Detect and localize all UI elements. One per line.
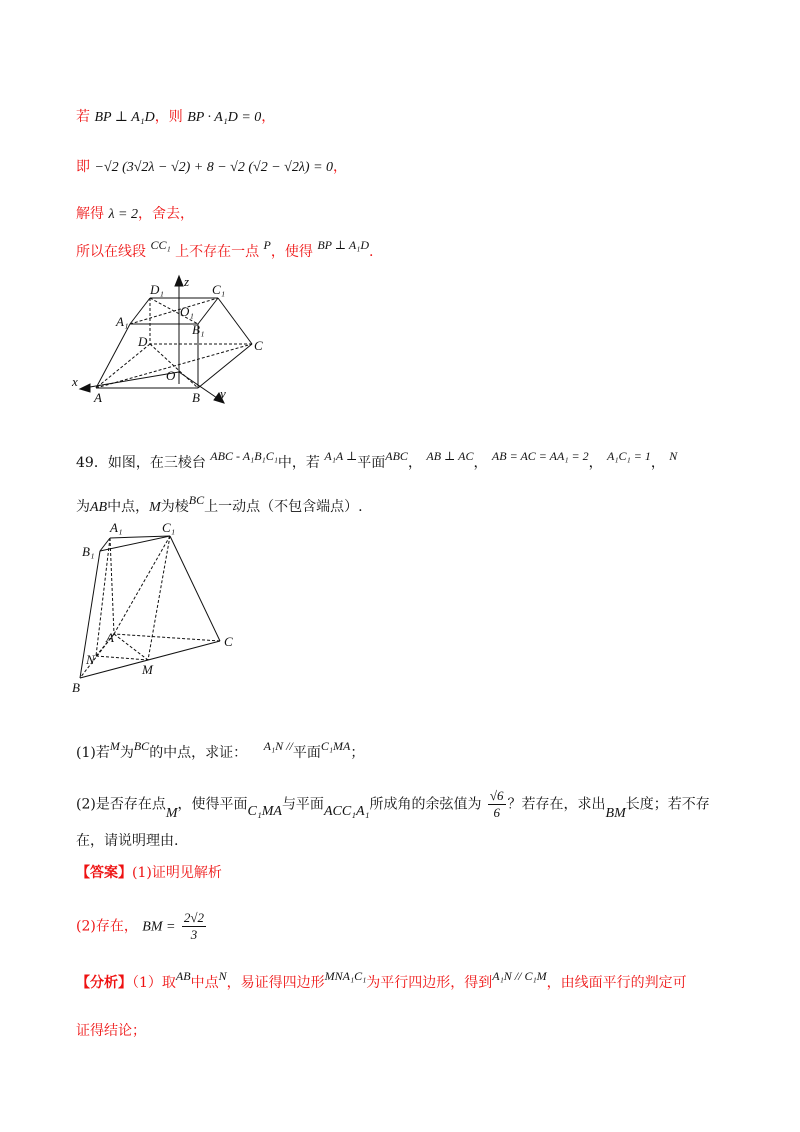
label-a: A bbox=[106, 630, 114, 645]
part-2-line1: (2)是否存在点M，使得平面C₁MA与平面ACC₁A₁所成角的余弦值为 $\frac{√6}{6}$ ？若存在，求出BM长度；若不存 bbox=[76, 788, 710, 821]
label-c1: C₁ bbox=[162, 520, 176, 535]
formula-equation: −√2 (3√2λ − √2) + 8 − √2 (√2 − √2λ) = 0 bbox=[94, 160, 334, 175]
label-a1: A₁ bbox=[110, 520, 123, 535]
formula-dot-product: BP · A₁D = 0 bbox=[187, 110, 262, 125]
line-equation: 即 −√2 (3√2λ − √2) + 8 − √2 (√2 − √2λ) = 0， bbox=[76, 159, 348, 175]
label-n: N bbox=[86, 652, 95, 667]
edge-c1b1 bbox=[198, 298, 218, 324]
label-b1: B₁ bbox=[192, 322, 205, 337]
analysis-line2: 证得结论； bbox=[76, 1023, 146, 1039]
figure-frustum-1 bbox=[70, 272, 290, 412]
question-49-line1: 49．如图，在三棱台 ABC - A₁B₁C₁中，若 A₁A ⊥平面ABC， AB ⊥ AC， AB = AC = AA₁ = 2， A₁C₁ = 1， N bbox=[76, 449, 678, 471]
label-a1: A₁ bbox=[116, 314, 129, 329]
fraction-sqrt6-over-6: $\frac{√6}{6}$ bbox=[489, 788, 504, 820]
label-y: y bbox=[220, 386, 226, 401]
label-b: B bbox=[192, 390, 200, 405]
label-x: x bbox=[72, 374, 78, 389]
label-a: A bbox=[94, 390, 102, 405]
label-c: C bbox=[254, 338, 263, 353]
answer-line1: 【答案】(1)证明见解析 bbox=[76, 865, 222, 881]
part-2-line2: 在，请说明理由. bbox=[76, 833, 179, 849]
label-o: O bbox=[166, 368, 176, 383]
answer-line2: (2)存在， BM = $\frac{2√2}{3}$ bbox=[76, 910, 205, 942]
label-d1: D₁ bbox=[150, 282, 164, 297]
label-d: D bbox=[138, 334, 148, 349]
line-conclusion: 所以在线段 CC₁ 上不存在一点 P，使得 BP ⊥ A₁D. bbox=[76, 238, 374, 260]
label-b: B bbox=[72, 680, 80, 694]
edge-bc bbox=[198, 344, 252, 388]
label-b1: B₁ bbox=[82, 544, 95, 559]
label-c1: C₁ bbox=[212, 282, 226, 297]
line-condition: 若 BP ⊥ A₁D，则 BP · A₁D = 0， bbox=[76, 109, 276, 125]
question-49-line2: 为AB中点，M为棱BC上一动点（不包含端点）. bbox=[76, 493, 363, 515]
fraction-2sqrt2-over-3: $\frac{2√2}{3}$ bbox=[183, 910, 205, 942]
formula-bp-perp: BP ⊥ A₁D bbox=[94, 110, 155, 125]
label-o1: O₁ bbox=[180, 304, 194, 319]
figure-frustum-2 bbox=[70, 518, 250, 694]
line-solution: 解得 λ = 2，舍去， bbox=[76, 206, 194, 222]
edge-a1d1 bbox=[130, 298, 150, 324]
label-z: z bbox=[184, 274, 190, 289]
part-1: (1)若M为BC的中点，求证： A₁N //平面C₁MA； bbox=[76, 739, 365, 761]
x-axis-line bbox=[84, 372, 179, 388]
label-m: M bbox=[142, 662, 153, 677]
formula-lambda: λ = 2 bbox=[108, 207, 138, 222]
analysis-line1: 【分析】（1）取AB中点N，易证得四边形MNA₁C₁为平行四边形，得到A₁N // C₁M，由线面平行的判定可 bbox=[76, 969, 687, 991]
label-c: C bbox=[224, 634, 233, 649]
